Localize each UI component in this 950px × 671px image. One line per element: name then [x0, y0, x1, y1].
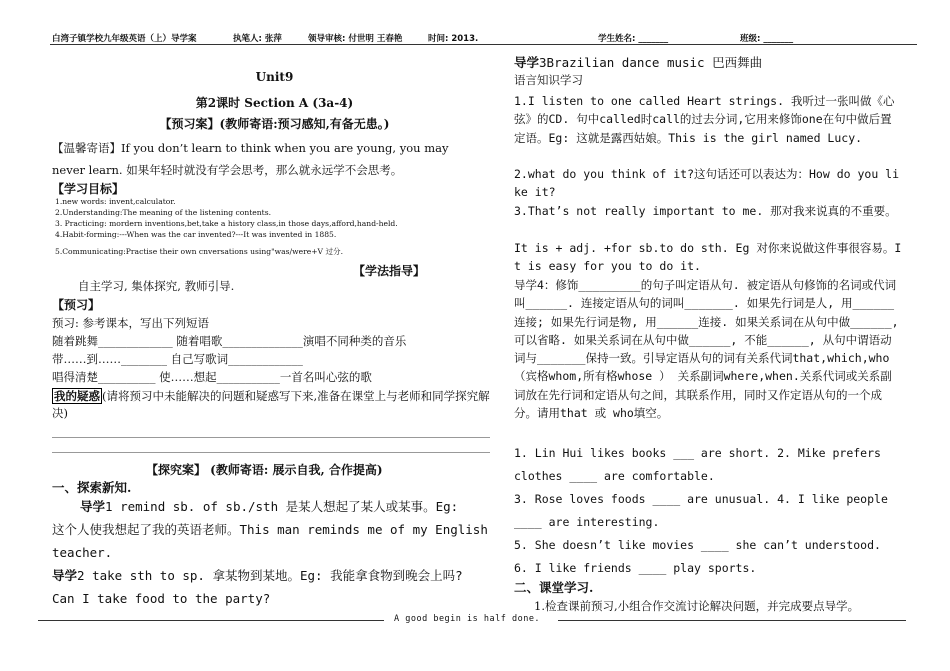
preview-title: 【预习案】(教师寄语:预习感知,有备无患。): [159, 117, 390, 131]
method-title: 【学法指导】: [353, 264, 426, 278]
exercise-line: 5. She doesn’t like movies ____ she can’t understood.: [514, 538, 881, 552]
goal-item: 1.new words: invent,calculator.: [55, 197, 176, 206]
motto-line-2: never learn. 如果年轻时就没有学会思考，那么就永远学不会思考。: [52, 163, 403, 177]
exercise-line: 6. I like friends ____ play sports.: [514, 561, 757, 575]
header-class: 班级: _______: [740, 34, 794, 44]
doubt-block: [52, 388, 497, 422]
header-reviewer: 领导审核: 付世明 王春艳: [308, 34, 403, 44]
footer-rule-right: [558, 620, 906, 621]
phrases-line-2: 带……到……________ 自己写歌词_____________: [52, 352, 303, 366]
guide-1-label: 导学: [80, 499, 106, 514]
goal-item: 2.Understanding:The meaning of the listening contents.: [55, 208, 272, 217]
lang-point-3: 3.That’s not really important to me. 那对我来说真的不重要。: [514, 204, 897, 218]
header-student-name: 学生姓名: _______: [598, 34, 669, 44]
doubt-label: 我的疑惑: [54, 389, 100, 403]
header-author: 执笔人: 张萍: [233, 34, 282, 44]
guide-2: [52, 567, 463, 585]
class-study-title: 二、课堂学习.: [514, 580, 594, 595]
guide-1-text: 1 remind sb. of sb./sth 是某人想起了某人或某事。Eg:: [105, 499, 459, 514]
method-text: 自主学习, 集体探究, 教师引导.: [78, 279, 235, 293]
goals-title: 【学习目标】: [52, 182, 125, 196]
exercise-line: clothes ____ are comfortable.: [514, 469, 715, 483]
header-school-title: 白湾子镇学校九年级英语（上）导学案: [52, 34, 197, 44]
footer-motto: A good begin is half done.: [394, 614, 541, 624]
guide-3-label: 导学: [514, 55, 540, 70]
footer-rule-left: [38, 620, 384, 621]
header-rule: [50, 44, 917, 45]
goal-item: 3. Practicing: mordern inventions,bet,take a history class,in those days,afford,hand-held.: [55, 219, 398, 228]
guide-1-example: 这个人使我想起了我的英语老师。This man reminds me of my English: [52, 522, 488, 537]
explore-title: 【探究案】 (教师寄语: 展示自我, 合作提高): [146, 463, 383, 477]
class-study-text: 1.检查课前预习,小组合作交流讨论解决问题，并完成要点导学。: [534, 599, 860, 613]
guide-2-example: Can I take food to the party?: [52, 591, 271, 606]
header-time: 时间: 2013.: [428, 34, 479, 44]
doubt-text: (请将预习中未能解决的问题和疑惑写下来,准备在课堂上与老师和同学探究解决): [52, 389, 490, 420]
guide-2-label: 导学: [52, 568, 78, 583]
guide-4-paragraph: 导学4：修饰_________的句子叫定语从句. 被定语从句修饰的名词或代词叫______. 连接定语从句的词叫_______. 如果先行词是人, 用______连接; 如果先行词是物, 用______连接. 如果关系词在从句中做______, 可以省略. 如果关系词在从句中做______, 不能______, 从句中谓语动词与_______保持一致。引导定语从句的词有关系代词that,which,who（宾格whom,所有格whose ） 关系副词where,when.关系代词或关系副词放在先行词和定语从句之间，其联系作用，同时又作定语从句的一个成分。请用that 或 who填空。: [514, 278, 899, 421]
goal-item: 4.Habit-forming:---When was the car invented?---It was invented in 1885.: [55, 230, 337, 239]
guide-3-text: 3Brazilian dance music 巴西舞曲: [539, 55, 763, 70]
motto-line-1: 【温馨寄语】If you don’t learn to think when you are young, you may: [52, 141, 449, 155]
guide-1-example-2: teacher.: [52, 545, 113, 560]
lang-point-2: 2.what do you think of it?这句话还可以表达为：How do you like it?: [514, 167, 900, 200]
exercise-line: 1. Lin Hui likes books ___ are short. 2. Mike prefers: [514, 446, 881, 460]
exercise-line: ____ are interesting.: [514, 515, 660, 529]
phrases-line-3: 唱得清楚__________ 使……想起___________一首名叫心弦的歌: [52, 370, 372, 384]
lang-point-4: It is + adj. +for sb.to do sth. Eg 对你来说做这件事很容易。It is easy for you to do it.: [514, 241, 902, 274]
guide-2-text: 2 take sth to sp. 拿某物到某地。Eg: 我能拿食物到晚会上吗?: [77, 568, 463, 583]
goal-item: 5.Communicating:Practise their own cnversations using"was/were+V 过分.: [55, 247, 344, 256]
exercise-line: 3. Rose loves foods ____ are unusual. 4. I like people: [514, 492, 888, 506]
preview2-intro: 预习: 参考课本，写出下列短语: [52, 316, 210, 330]
lang-point-1: 1.I listen to one called Heart strings. 我听过一张叫做《心弦》的CD. 句中called时call的过去分词,它用来修饰one在句中做后置定语。Eg: 这就是露西姑娘。This is the girl named Lucy.: [514, 94, 895, 145]
explore-subtitle: 一、探索新知.: [52, 480, 132, 495]
guide-3: [514, 54, 762, 72]
lesson-title: 第2课时 Section A (3a-4): [195, 96, 354, 110]
preview2-title: 【预习】: [52, 298, 101, 312]
unit-title: Unit9: [255, 70, 294, 84]
answer-line: [52, 437, 490, 438]
answer-line: [52, 452, 490, 453]
phrases-line-1: 随着跳舞_____________ 随着唱歌______________演唱不同种类的音乐: [52, 334, 407, 348]
guide-1: [80, 498, 458, 516]
lang-title: 语言知识学习: [514, 73, 583, 87]
